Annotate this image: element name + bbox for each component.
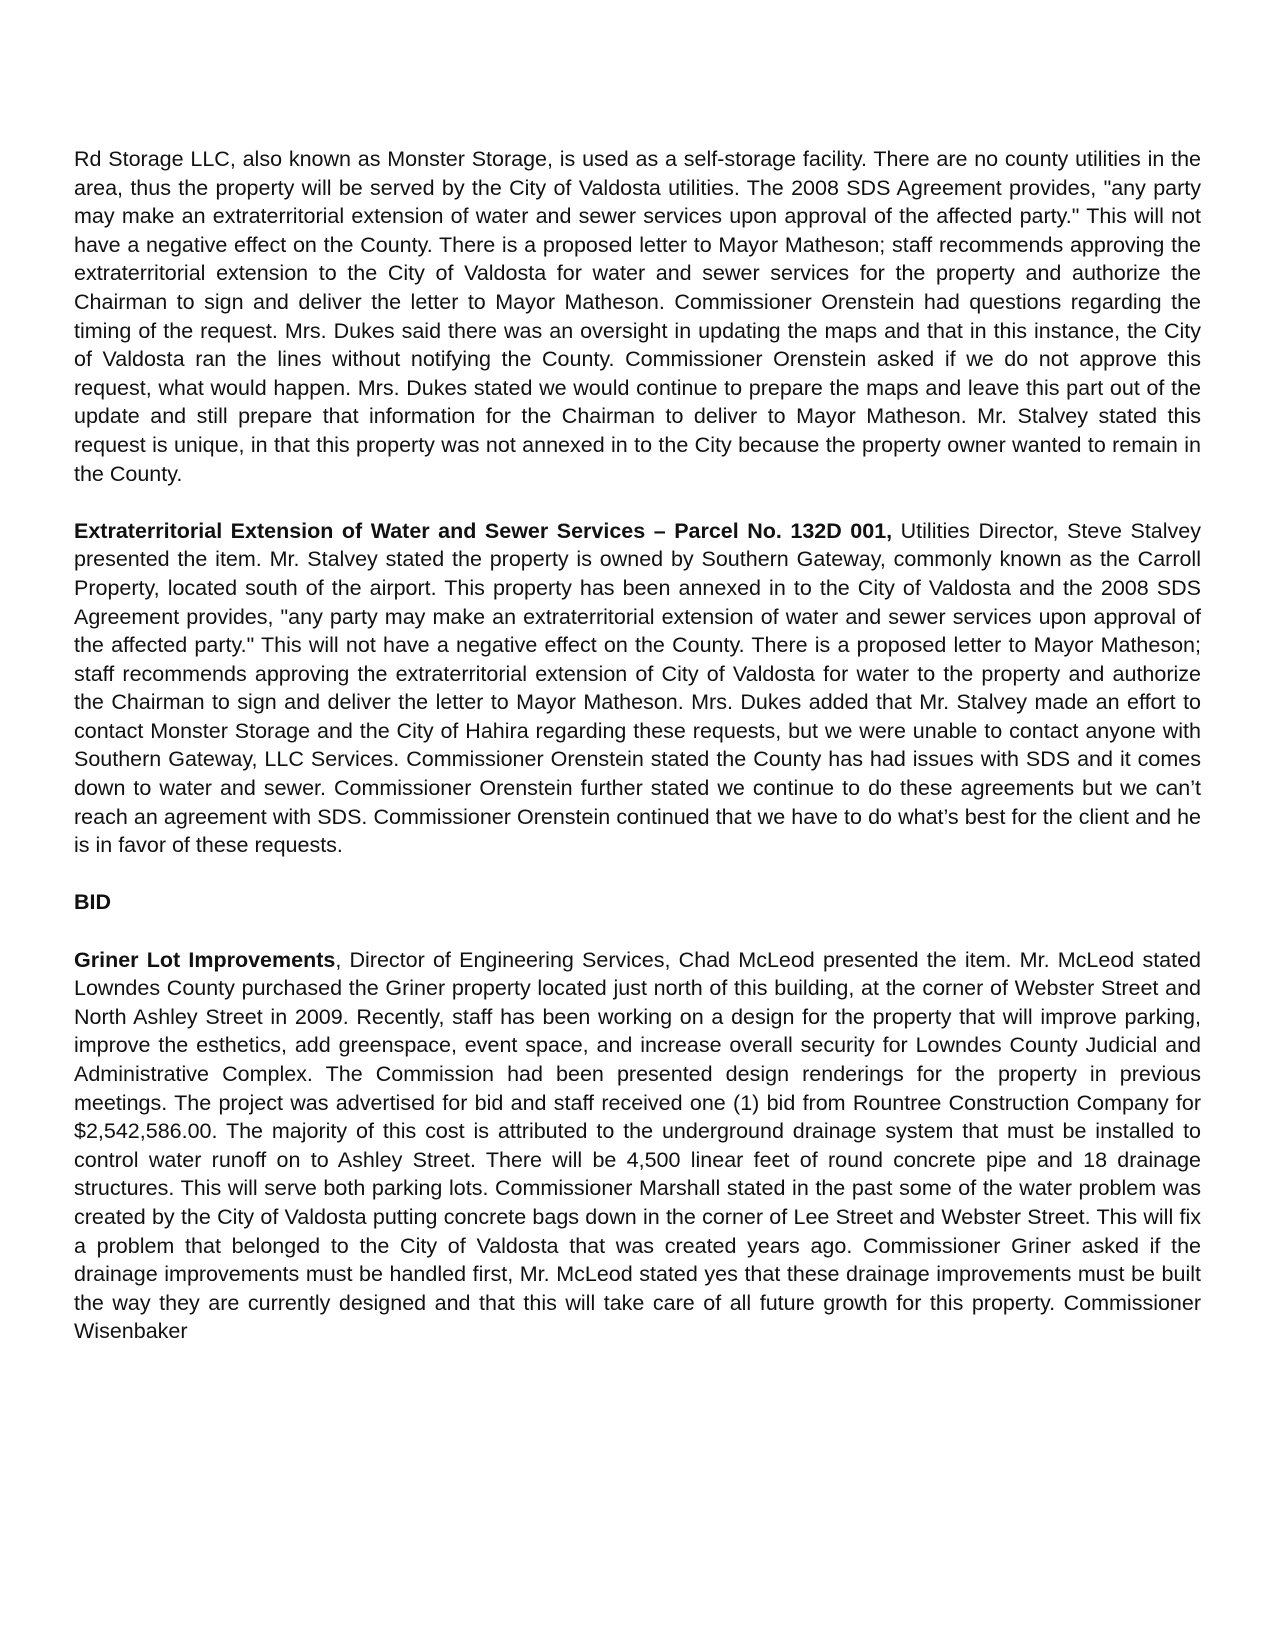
parcel-heading: Extraterritorial Extension of Water and Sewer Services – Parcel No. 132D 001, xyxy=(74,518,893,543)
paragraph-parcel-132d-001 xyxy=(74,517,1201,860)
paragraph-monster-storage: Rd Storage LLC, also known as Monster Storage, is used as a self-storage facility. There are no county utilities in the area, thus the property will be served by the City of Valdosta utilities. The 2008 SDS Agreement provides, "any party may make an extraterritorial extension of water and sewer services upon approval of the affected party." This will not have a negative effect on the County. There is a proposed letter to Mayor Matheson; staff recommends approving the extraterritorial extension to the City of Valdosta for water and sewer services for the property and authorize the Chairman to sign and deliver the letter to Mayor Matheson. Commissioner Orenstein had questions regarding the timing of the request. Mrs. Dukes said there was an oversight in updating the maps and that in this instance, the City of Valdosta ran the lines without notifying the County. Commissioner Orenstein asked if we do not approve this request, what would happen. Mrs. Dukes stated we would continue to prepare the maps and leave this part out of the update and still prepare that information for the Chairman to deliver to Mayor Matheson. Mr. Stalvey stated this request is unique, in that this property was not annexed in to the City because the property owner wanted to remain in the County. xyxy=(74,147,1201,486)
parcel-body: Utilities Director, Steve Stalvey presented the item. Mr. Stalvey stated the property is owned by Southern Gateway, commonly known as the Carroll Property, located south of the airport. This property has been annexed in to the City of Valdosta and the 2008 SDS Agreement provides, "any party may make an extraterritorial extension of water and sewer services upon approval of the affected party." This will not have a negative effect on the County. There is a proposed letter to Mayor Matheson; staff recommends approving the extraterritorial extension of City of Valdosta for water to the property and authorize the Chairman to sign and deliver the letter to Mayor Matheson. Mrs. Dukes added that Mr. Stalvey made an effort to contact Monster Storage and the City of Hahira regarding these requests, but we were unable to contact anyone with Southern Gateway, LLC Services. Commissioner Orenstein stated the County has had issues with SDS and it comes down to water and sewer. Commissioner Orenstein further stated we continue to do these agreements but we can’t reach an agreement with SDS. Commissioner Orenstein continued that we have to do what’s best for the client and he is in favor of these requests. xyxy=(74,518,1201,858)
section-heading-bid: BID xyxy=(74,890,112,915)
paragraph-griner-lot xyxy=(74,946,1201,1346)
document-page xyxy=(74,145,1201,1375)
griner-heading: Griner Lot Improvements xyxy=(74,947,336,972)
griner-body: , Director of Engineering Services, Chad McLeod presented the item. Mr. McLeod stated Lowndes County purchased the Griner property located just north of this building, at the corner of Webster Street and North Ashley Street in 2009. Recently, staff has been working on a design for the property that will improve parking, improve the esthetics, add greenspace, event space, and increase overall security for Lowndes County Judicial and Administrative Complex. The Commission had been presented design renderings for the property in previous meetings. The project was advertised for bid and staff received one (1) bid from Rountree Construction Company for $2,542,586.00. The majority of this cost is attributed to the underground drainage system that must be installed to control water runoff on to Ashley Street. There will be 4,500 linear feet of round concrete pipe and 18 drainage structures. This will serve both parking lots. Commissioner Marshall stated in the past some of the water problem was created by the City of Valdosta putting concrete bags down in the corner of Lee Street and Webster Street. This will fix a problem that belonged to the City of Valdosta that was created years ago. Commissioner Griner asked if the drainage improvements must be handled first, Mr. McLeod stated yes that these drainage improvements must be built the way they are currently designed and that this will take care of all future growth for this property. Commissioner Wisenbaker xyxy=(74,947,1202,1344)
